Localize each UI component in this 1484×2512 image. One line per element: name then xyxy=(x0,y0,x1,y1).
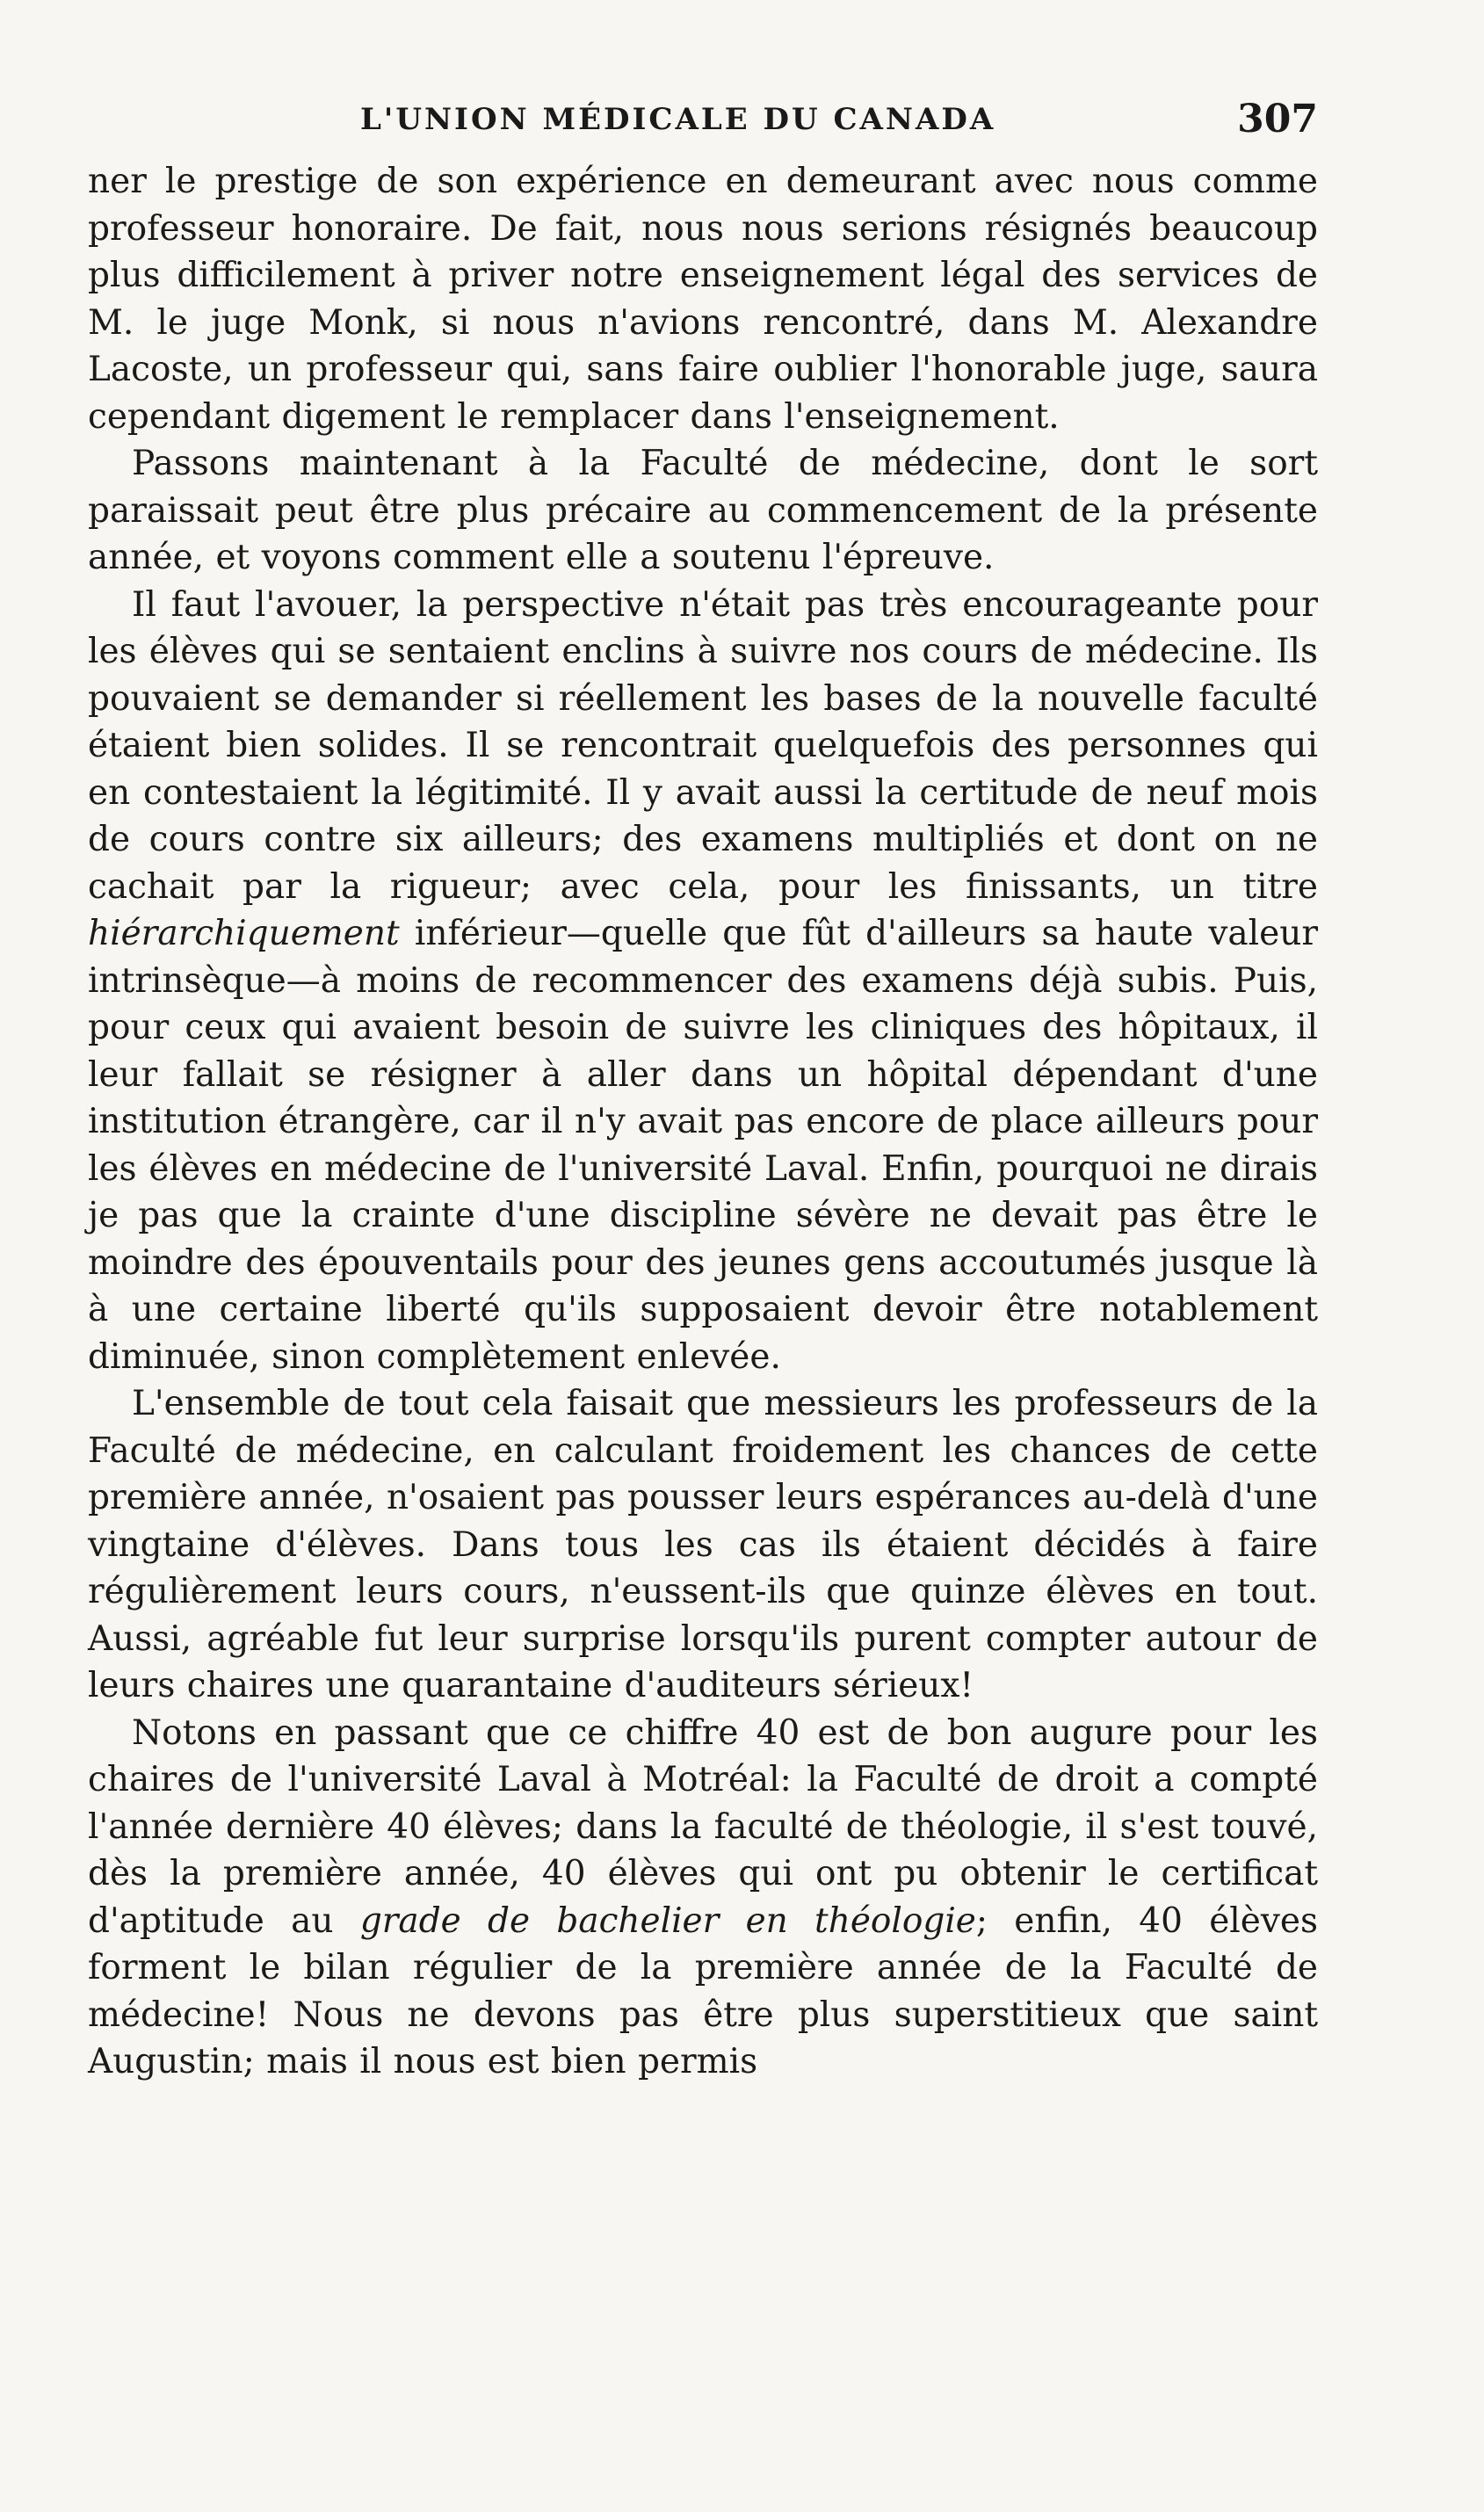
paragraph-2: Passons maintenant à la Faculté de médecine, dont le sort paraissait peut être plus précaire au commencement de la présente année, et voyons comment elle a soutenu l'épreuve. xyxy=(88,444,1318,577)
paragraph-3-part-a: Il faut l'avouer, la perspective n'était pas très encourageante pour les élèves qui se sentaient enclins à suivre nos cours de médecine. Ils pouvaient se demander si réellement les bases de la nouvelle faculté étaient bien solides. Il se rencontrait quelquefois des personnes qui en contestaient la légitimité. Il y avait aussi la certitude de neuf mois de cours contre six ailleurs; des examens multipliés et dont on ne cachait par la rigueur; avec cela, pour les finissants, un titre xyxy=(88,584,1318,907)
paragraph-4: L'ensemble de tout cela faisait que messieurs les professeurs de la Faculté de médecine, en calculant froidement les chances de cette première année, n'osaient pas pousser leurs espérances au-delà d'une vingtaine d'élèves. Dans tous les cas ils étaient décidés à faire régulièrement leurs cours, n'eussent-ils que quinze élèves en tout. Aussi, agréable fut leur surprise lorsqu'ils purent compter autour de leurs chaires une quarantaine d'auditeurs sérieux! xyxy=(88,1384,1318,1705)
body-text xyxy=(88,158,1318,2086)
running-head xyxy=(88,97,1318,158)
paragraph-5 xyxy=(88,1710,1318,2086)
document-page xyxy=(88,97,1318,2469)
paragraph-1: ner le prestige de son expérience en demeurant avec nous comme professeur honoraire. De fait, nous nous serions résignés beaucoup plus difficilement à priver notre enseignement légal des services de M. le juge Monk, si nous n'avions rencontré, dans M. Alexandre Lacoste, un professeur qui, sans faire oublier l'honorable juge, saura cependant digement le remplacer dans l'enseignement. xyxy=(88,162,1318,437)
paragraph-3-part-b: inférieur—quelle que fût d'ailleurs sa haute valeur intrinsèque—à moins de recommencer des examens déjà subis. Puis, pour ceux qui avaient besoin de suivre les cliniques des hôpitaux, il leur fallait se résigner à aller dans un hôpital dépendant d'une institution étrangère, car il n'y avait pas encore de place ailleurs pour les élèves en médecine de l'université Laval. Enfin, pourquoi ne dirais je pas que la crainte d'une discipline sévère ne devait pas être le moindre des épouventails pour des jeunes gens accoutumés jusque là à une certaine liberté qu'ils supposaient devoir être notablement diminuée, sinon complètement enlevée. xyxy=(88,914,1318,1377)
paragraph-3-italic: hiérarchiquement xyxy=(88,914,400,953)
paragraph-3 xyxy=(88,582,1318,1381)
running-title: L'UNION MÉDICALE DU CANADA xyxy=(360,102,996,137)
page-number: 307 xyxy=(1237,97,1318,141)
paragraph-5-italic: grade de bachelier en théologie xyxy=(359,1900,976,1941)
paragraph-5-part-a: Notons en passant que ce chiffre 40 est de bon augure pour les chaires de l'université Laval à Motréal: la Faculté de droit a compté l'année dernière 40 élèves; dans la faculté de théologie, il s'est touvé, dès la première année, 40 élèves qui ont pu obtenir le certificat d'aptitude au xyxy=(88,1712,1318,1941)
paragraph-5-part-b: ; enfin, 40 élèves forment le bilan régulier de la première année de la Faculté de médecine! Nous ne devons pas être plus superstitieux que saint Augustin; mais il nous est bien permis xyxy=(88,1900,1318,2081)
